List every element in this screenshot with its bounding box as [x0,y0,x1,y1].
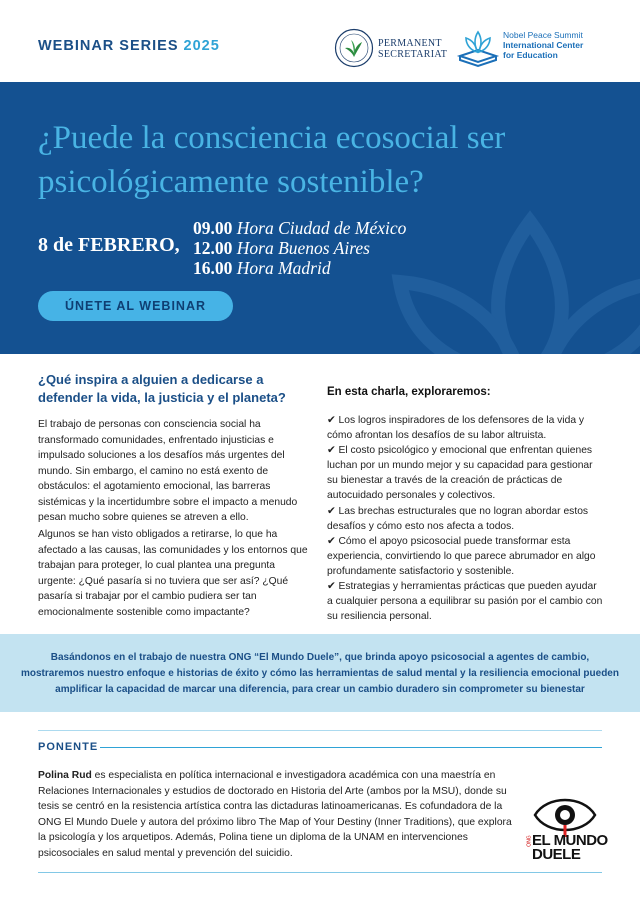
intro-paragraph-2: Algunos se han visto obligados a retirarse, lo que ha afectado a las causas, las comunidades y los entornos que trabajan para proteger, lo cual plantea una pregunta urgente: ¿Qué pasaría si no tuviera que ser así? ¿Qué pasaría si trabajar por el cambio pudiera ser tan emocionalmente sostenible como impactante? [38,529,308,618]
partner2-line1: Nobel Peace Summit [503,30,583,40]
time-row [193,238,406,258]
time-value: 12.00 [193,238,233,258]
permanent-secretariat-logo [378,38,447,60]
el-mundo-duele-logo-text: EL MUNDO DUELE [532,832,608,863]
time-value: 16.00 [193,258,233,278]
time-list [193,218,406,278]
highlight-text: Basándonos en el trabajo de nuestra ONG “El Mundo Duele”, que brinda apoyo psicosocial a agentes de cambio, mostraremos nuestro enfoque e historias de éxito y cómo las herramientas de salud mental y la resiliencia emocional pueden amplificar la capacidad de marcar una diferencia, para crear un cambio duradero sin comprometer su bienestar [21,652,619,695]
explore-list [327,413,605,624]
intro-paragraph-1: El trabajo de personas con consciencia social ha transformado comunidades, enfrentado injusticias e impulsado soluciones a los desafíos más urgentes del mundo. Sin embargo, el camino no está exento de obstáculos: el agotamiento emocional, las barreras sistémicas y la incertidumbre sobre el impacto a menudo pesan mucho sobre quienes se atreven a ello. [38,419,298,523]
partner1-line1: PERMANENT [378,38,442,49]
join-webinar-button[interactable]: ÚNETE AL WEBINAR [38,291,233,321]
partner2-line3: for Education [503,50,558,60]
nobel-peace-summit-logo [503,30,583,60]
time-place: Hora Ciudad de México [236,218,407,238]
ong-label: ONG [526,835,533,847]
hero-banner [0,82,640,354]
series-year: 2025 [183,38,220,54]
list-item: ✔ Estrategias y herramientas prácticas que pueden ayudar a cualquier persona a equilibrar su pasión por el cambio con su resiliencia personal. [327,579,605,624]
list-item: ✔ Los logros inspiradores de los defensores de la vida y cómo afrontan los desafíos de su labor altruista. [327,413,605,443]
speaker-bio-text: es especialista en política internacional e investigadora académica con una maestría en Relaciones Internacionales y estudios de doctorado en Historia del Arte (ambos por la MSU), donde su tesis se centró en la resistencia artística contra las dictaduras latinoamericanas. Es cofundadora de la ONG El Mundo Duele y autora del próximo libro The Map of Your Destiny (Inner Traditions), que explora la psicología y los arquetipos. Además, Polina tiene un diploma de la UNAM en intervenciones psicosociales en salud mental y prevención del suicidio. [38,770,512,859]
webinar-series-label [38,38,220,54]
time-value: 09.00 [193,218,233,238]
webinar-title: ¿Puede la consciencia ecosocial ser psicológicamente sostenible? [38,120,506,200]
time-row [193,258,406,278]
series-text: WEBINAR SERIES [38,38,179,54]
decorative-leaves-icon [380,202,640,354]
webinar-date: 8 de FEBRERO, [38,234,180,256]
book-leaf-icon [456,28,500,68]
partner1-line2: SECRETARIAT [378,49,448,60]
divider [38,872,602,873]
speaker-name: Polina Rud [38,770,92,781]
list-item: ✔ El costo psicológico y emocional que enfrentan quienes luchan por un mundo mejor y su capacidad para gestionar su bienestar a través de la creación de prácticas de autocuidado personales y colectivos. [327,443,605,503]
divider [100,747,602,748]
highlight-band [0,634,640,712]
time-place: Hora Buenos Aires [236,238,370,258]
list-item: ✔ Cómo el apoyo psicosocial puede transformar esta experiencia, convirtiendo lo que parece abrumador en algo profundamente satisfactorio y sostenible. [327,534,605,579]
time-place: Hora Madrid [236,258,331,278]
list-item: ✔ Las brechas estructurales que no logran abordar estos desafíos y cómo esto nos afecta a todos. [327,504,605,534]
speaker-label: PONENTE [38,741,99,753]
time-row [193,218,406,238]
partner2-line2: International Center [503,40,584,50]
divider [38,730,602,731]
header [0,0,640,82]
speaker-bio [38,768,518,861]
explore-heading: En esta charla, exploraremos: [327,386,491,398]
permanent-secretariat-seal-icon [334,28,374,68]
intro-question: ¿Qué inspira a alguien a dedicarse a defender la vida, la justicia y el planeta? [38,372,286,405]
